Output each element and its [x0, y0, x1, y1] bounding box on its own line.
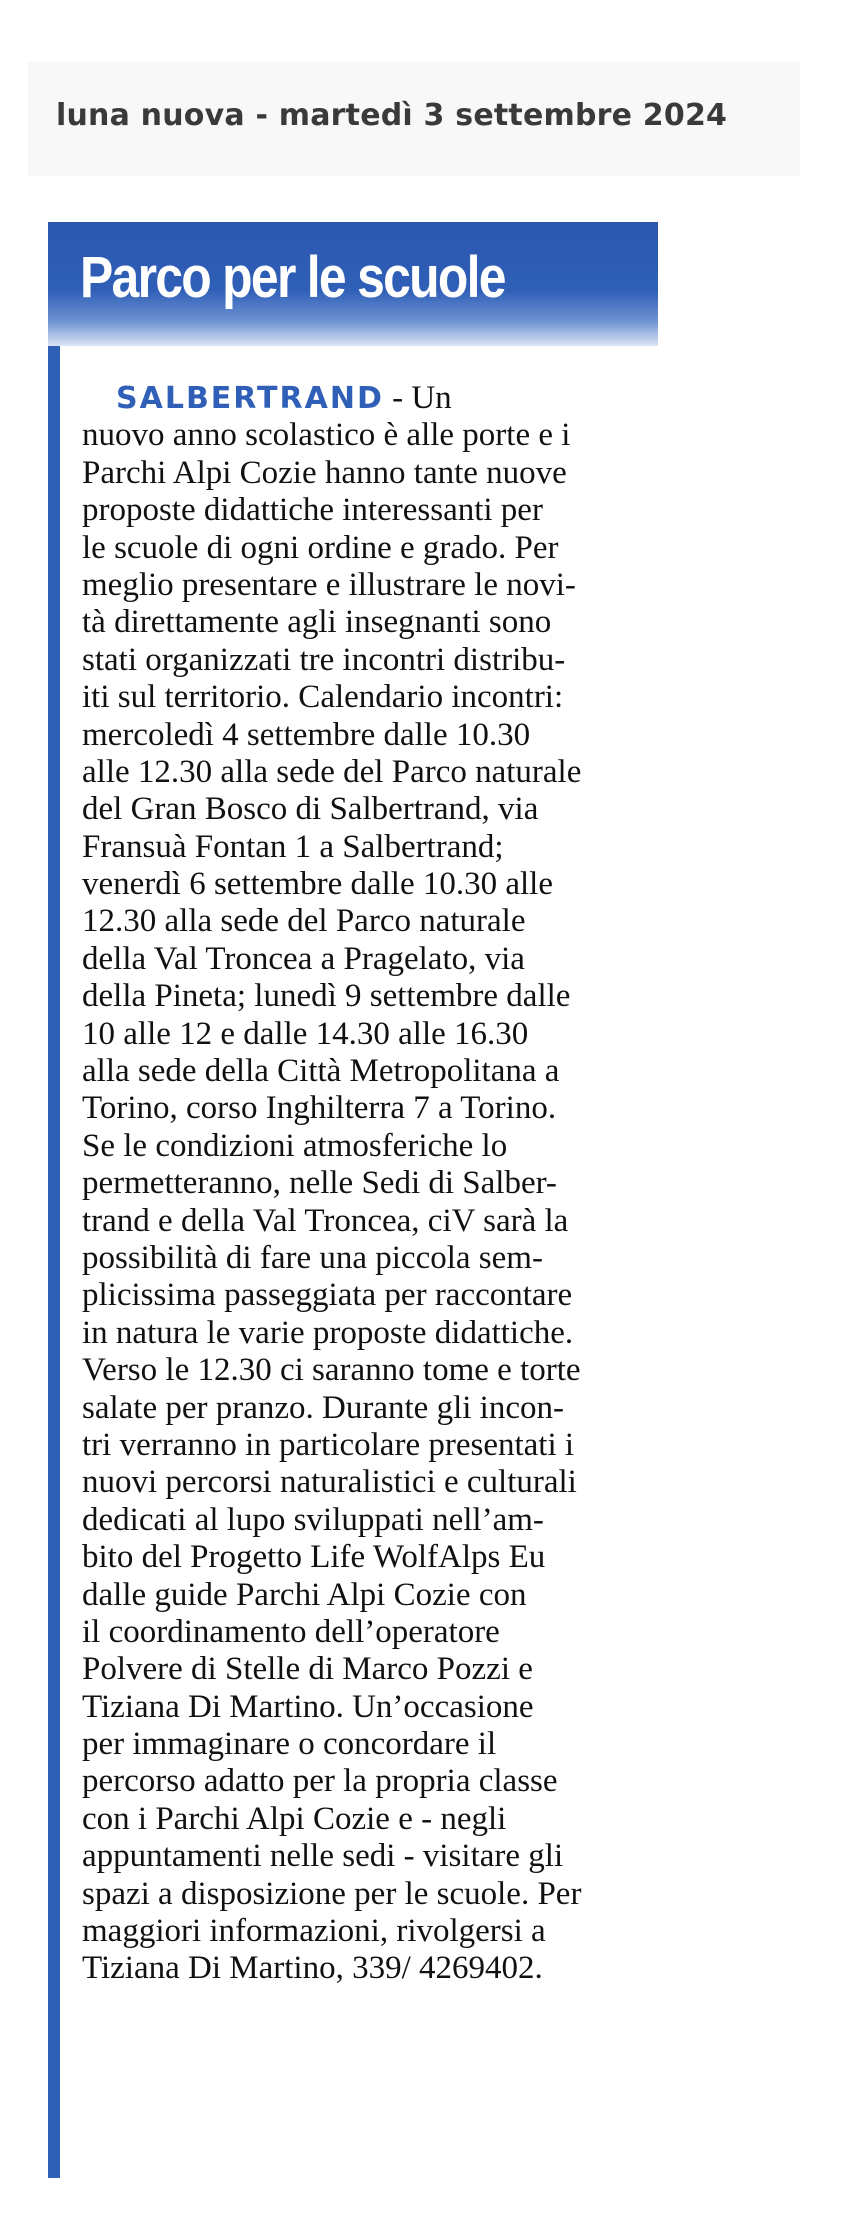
article-left-rule — [48, 222, 60, 2178]
article-line: Parchi Alpi Cozie hanno tante nuove — [82, 454, 567, 491]
article-body — [82, 380, 658, 1988]
article-dateline: SALBERTRAND — [116, 381, 384, 416]
article-line: salate per pranzo. Durante gli incon- — [82, 1389, 564, 1426]
article-line: del Gran Bosco di Salbertrand, via — [82, 791, 539, 828]
article-line: permetteranno, nelle Sedi di Salber- — [82, 1165, 557, 1202]
article-line: il coordinamento dell’operatore — [82, 1613, 500, 1650]
article-line: Tiziana Di Martino, 339/ 4269402. — [82, 1950, 543, 1987]
article-line: 12.30 alla sede del Parco naturale — [82, 903, 526, 940]
article-line: Polvere di Stelle di Marco Pozzi e — [82, 1651, 533, 1688]
article — [48, 222, 658, 2182]
article-title: Parco per le scuole — [80, 245, 505, 310]
article-line: tà direttamente agli insegnanti sono — [82, 604, 552, 641]
article-line: le scuole di ogni ordine e grado. Per — [82, 529, 559, 566]
article-first-line — [82, 380, 658, 417]
article-title-bar — [48, 222, 658, 346]
article-dateline-separator: - Un — [383, 380, 452, 416]
article-line: plicissima passeggiata per raccontare — [82, 1277, 573, 1314]
article-line: 10 alle 12 e dalle 14.30 alle 16.30 — [82, 1015, 529, 1052]
article-line: dalle guide Parchi Alpi Cozie con — [82, 1576, 527, 1613]
article-line: Se le condizioni atmosferiche lo — [82, 1127, 508, 1164]
article-line: nuovo anno scolastico è alle porte e i — [82, 417, 571, 454]
article-line: in natura le varie proposte didattiche. — [82, 1314, 574, 1351]
article-line: della Val Troncea a Pragelato, via — [82, 940, 525, 977]
article-line: appuntamenti nelle sedi - visitare gli — [82, 1838, 564, 1875]
article-line: della Pineta; lunedì 9 settembre dalle — [82, 978, 571, 1015]
article-line: tri verranno in particolare presentati i — [82, 1426, 575, 1463]
article-line: Torino, corso Inghilterra 7 a Torino. — [82, 1090, 557, 1127]
article-line: dedicati al lupo sviluppati nell’am- — [82, 1501, 544, 1538]
article-line: stati organizzati tre incontri distribu- — [82, 641, 566, 678]
article-line: percorso adatto per la propria classe — [82, 1763, 558, 1800]
publication-header: luna nuova - martedì 3 settembre 2024 — [56, 98, 728, 133]
article-line: Tiziana Di Martino. Un’occasione — [82, 1688, 534, 1725]
article-line: nuovi percorsi naturalistici e culturali — [82, 1464, 577, 1501]
article-line: spazi a disposizione per le scuole. Per — [82, 1875, 582, 1912]
article-line: venerdì 6 settembre dalle 10.30 alle — [82, 866, 553, 903]
article-line: alle 12.30 alla sede del Parco naturale — [82, 753, 582, 790]
article-line: meglio presentare e illustrare le novi- — [82, 566, 576, 603]
article-line: Verso le 12.30 ci saranno tome e torte — [82, 1352, 581, 1389]
article-line: mercoledì 4 settembre dalle 10.30 — [82, 716, 531, 753]
article-line: iti sul territorio. Calendario incontri: — [82, 679, 564, 716]
article-line: trand e della Val Troncea, ciV sarà la — [82, 1202, 569, 1239]
article-line: per immaginare o concordare il — [82, 1726, 497, 1763]
article-line: con i Parchi Alpi Cozie e - negli — [82, 1800, 507, 1837]
article-line: maggiori informazioni, rivolgersi a — [82, 1913, 546, 1950]
article-line: proposte didattiche interessanti per — [82, 492, 543, 529]
article-line: possibilità di fare una piccola sem- — [82, 1239, 543, 1276]
article-line: bito del Progetto Life WolfAlps Eu — [82, 1539, 546, 1576]
article-line: Fransuà Fontan 1 a Salbertrand; — [82, 828, 504, 865]
article-line: alla sede della Città Metropolitana a — [82, 1053, 560, 1090]
